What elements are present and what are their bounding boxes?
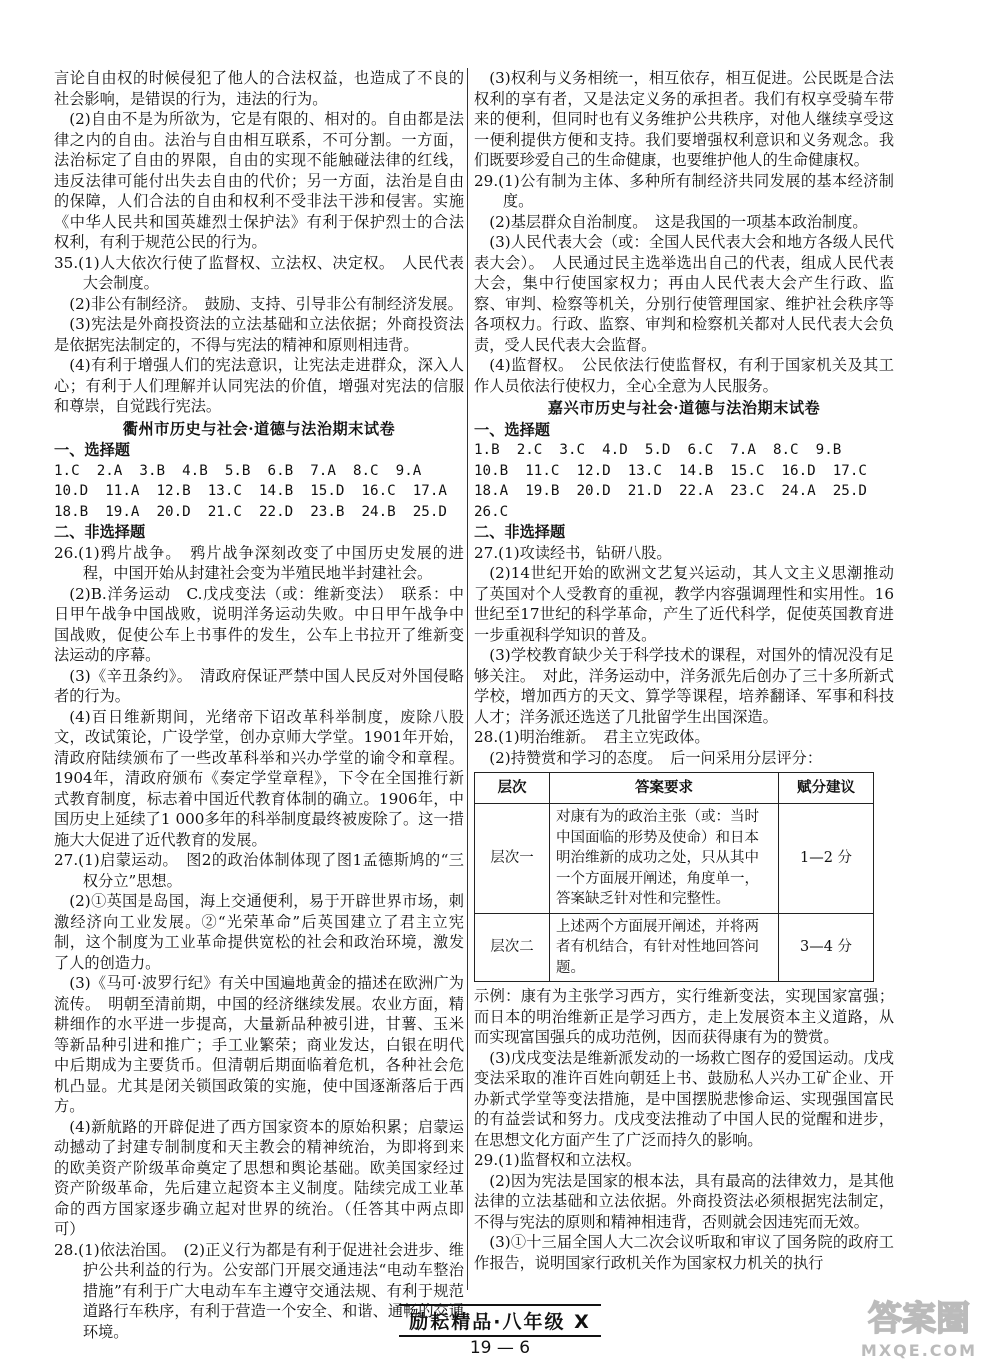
section-heading-nonchoice: 二、非选择题 — [54, 523, 146, 541]
paragraph: (3)宪法是外商投资法的立法基础和立法依据；外商投资法是依据宪法制定的，不得与宪法的精神和原则相违背。 — [54, 315, 464, 354]
section-heading-choice: 一、选择题 — [54, 441, 130, 459]
table-row — [475, 913, 874, 982]
requirement-cell: 上述两个方面展开阐述，并将两者有机结合，有针对性地回答问题。 — [550, 913, 779, 982]
mc-answer-line: 26.C — [474, 503, 509, 520]
answer-paragraph: (4)百日维新期间，光绪帝下诏改革科举制度，废除八股文，改试策论，广设学堂，创办京师大学堂。1901年开始，清政府陆续颁布了一些改革科举和兴办学堂的谕令和章程。1904年，清政府颁布《奏定学堂章程》，下令在全国推行新式教育制度，标志着中国近代教育体制的确立。1906年，中国历史上延续了1 000多年的科举制度最终被废除了。这一措施大大促进了近代教育的发展。 — [54, 707, 464, 849]
paragraph: (3)权利与义务相统一，相互依存，相互促进。公民既是合法权利的享有者，又是法定义务的承担者。我们有权享受骑车带来的便利，但同时也有义务维护公共秩序，对他人继续享受这一便利提供方便和支持。我们要增强权利意识和义务观念。我们既要珍爱自己的生命健康，也要维护他人的生命健康权。 — [474, 69, 894, 169]
table-header-cell: 赋分建议 — [779, 773, 874, 804]
table-header-cell: 答案要求 — [550, 773, 779, 804]
exam-title-jiaxing: 嘉兴市历史与社会·道德与法治期末试卷 — [547, 399, 821, 417]
mc-answer-line: 18.A 19.B 20.D 21.D 22.A 23.C 24.A 25.D — [474, 483, 867, 499]
answer-paragraph: 28.(1)依法治国。 (2)正义行为都是有利于促进社会进步、维护公共利益的行为。公安部门开展交通违法“电动车整治措施”有利于广大电动车车主遵守交通法规、有利于规范道路行车秩序，有利于营造一个安全、和谐、通畅的交通环境。 — [54, 1240, 464, 1341]
mc-answer-line: 10.B 11.C 12.D 13.C 14.B 15.C 16.D 17.C — [474, 462, 867, 479]
answer-paragraph: 26.(1)鸦片战争。 鸦片战争深刻改变了中国历史发展的进程，中国开始从封建社会变为半殖民地半封建社会。 — [54, 543, 464, 582]
answer-paragraph: (2)B.洋务运动 C.戊戌变法（或：维新变法） 联系：中日甲午战争中国战败，说明洋务运动失败。中日甲午战争中国战败，促使公车上书事件的发生，公车上书拉开了维新变法运动的序幕。 — [54, 584, 464, 664]
watermark-text: 答案圈 — [868, 1299, 970, 1339]
level-cell: 层次二 — [475, 913, 550, 982]
score-cell: 3—4 分 — [779, 913, 874, 982]
section-heading-nonchoice: 二、非选择题 — [474, 523, 566, 541]
paragraph: 言论自由权的时候侵犯了他人的合法权益，也造成了不良的社会影响，是错误的行为，违法的行为。 — [54, 69, 464, 108]
mc-answer-line: 1.C 2.A 3.B 4.B 5.B 6.B 7.A 8.C 9.A — [54, 462, 422, 479]
answer-paragraph: (2)①英国是岛国，海上交通便利，易于开辟世界市场，刺激经济向工业发展。②“光荣革命”后英国建立了君主立宪制，这个制度为工业革命提供宽松的社会和政治环境，激发了人的创造力。 — [54, 892, 464, 972]
answer-paragraph: (3)①十三届全国人大二次会议听取和审议了国务院的政府工作报告，说明国家行政机关作为国家权力机关的执行 — [474, 1233, 894, 1272]
answer-paragraph: (2)14世纪开始的欧洲文艺复兴运动，其人文主义思潮推动了英国对个人受教育的重视，教学内容强调理性和实用性。16世纪至17世纪的科学革命，产生了近代科学，促使英国教育进一步重视科学知识的普及。 — [474, 564, 894, 644]
table-row — [475, 804, 874, 914]
answer-paragraph: (3)《辛丑条约》。 清政府保证严禁中国人民反对外国侵略者的行为。 — [54, 666, 464, 705]
table-header-cell: 层次 — [475, 773, 550, 804]
paragraph: (2)非公有制经济。 鼓励、支持、引导非公有制经济发展。 — [69, 294, 463, 313]
paragraph: (4)监督权。 公民依法行使监督权，有利于国家机关及其工作人员依法行使权力，全心全意为人民服务。 — [474, 356, 894, 395]
paragraph: (2)基层群众自治制度。 这是我国的一项基本政治制度。 — [489, 212, 868, 231]
book-brand: 励耘精品·八年级 X — [399, 1304, 600, 1337]
watermark-url: MXQE.COM — [860, 1341, 978, 1360]
answer-paragraph: 示例：康有为主张学习西方，实行维新变法，实现国家富强；而日本的明治维新正是学习西方，走上发展资本主义道路，从而实现富国强兵的成功范例，因而获得康有为的赞赏。 — [474, 987, 894, 1046]
answer-paragraph: (3)学校教育缺少关于科学技术的课程，对国外的情况没有足够关注。 对此，洋务运动中，洋务派先后创办了三十多所新式学校，增加西方的天文、算学等课程，培养翻译、军事和科技人才；洋务派还选送了几批留学生出国深造。 — [474, 646, 894, 726]
answer-paragraph: 27.(1)启蒙运动。 图2的政治体制体现了图1孟德斯鸠的“三权分立”思想。 — [54, 851, 464, 890]
watermark-logo — [844, 1290, 994, 1362]
mc-answer-line: 1.B 2.C 3.C 4.D 5.D 6.C 7.A 8.C 9.B — [474, 442, 842, 458]
paragraph: 35.(1)人大依次行使了监督权、立法权、决定权。 人民代表大会制度。 — [54, 253, 464, 292]
answer-paragraph: 28.(1)明治维新。 君主立宪政体。 — [474, 728, 710, 746]
paragraph: 29.(1)公有制为主体、多种所有制经济共同发展的基本经济制度。 — [474, 171, 894, 210]
score-cell: 1—2 分 — [779, 804, 874, 914]
column-divider — [467, 68, 468, 1290]
table-header-row — [475, 773, 874, 804]
answer-paragraph: (2)因为宪法是国家的根本法，具有最高的法律效力，是其他法律的立法基础和立法依据。外商投资法必须根据宪法制定，不得与宪法的原则和精神相违背，否则就会因违宪而无效。 — [474, 1171, 894, 1231]
mc-answer-line: 18.B 19.A 20.D 21.C 22.D 23.B 24.B 25.D — [54, 503, 447, 520]
answer-paragraph: (3)戊戌变法是维新派发动的一场救亡图存的爱国运动。戊戌变法采取的准许百姓向朝廷上书、鼓励私人兴办工矿企业、开办新式学堂等变法措施，是中国摆脱悲惨命运、实现强国富民的有益尝试和努力。戊戌变法推动了中国人民的觉醒和进步，在思想文化方面产生了广泛而持久的影响。 — [474, 1048, 894, 1149]
answer-paragraph: 27.(1)攻读经书，钻研八股。 — [474, 543, 672, 562]
level-cell: 层次一 — [475, 804, 550, 914]
mc-answer-line: 10.D 11.A 12.B 13.C 14.B 15.D 16.C 17.A — [54, 483, 447, 499]
right-column — [474, 68, 894, 1273]
answer-paragraph: (2)持赞赏和学习的态度。 后一问采用分层评分： — [489, 748, 823, 767]
section-heading-choice: 一、选择题 — [474, 420, 550, 439]
answer-paragraph: (4)新航路的开辟促进了西方国家资本的原始积累；启蒙运动撼动了封建专制制度和天主教会的精神统治，为即将到来的欧美资产阶级革命奠定了思想和舆论基础。欧美国家经过资产阶级革命，先后建立起资本主义制度。陆续完成工业革命的西方国家逐步确立起对世界的统治。（任答其中两点即可） — [54, 1117, 464, 1238]
answer-paragraph: 29.(1)监督权和立法权。 — [474, 1151, 642, 1169]
paragraph: (4)有利于增强人们的宪法意识，让宪法走进群众，深入人心；有利于人们理解并认同宪法的价值，增强对宪法的信服和尊崇，自觉践行宪法。 — [54, 356, 464, 415]
paragraph: (2)自由不是为所欲为，它是有限的、相对的。自由都是法律之内的自由。法治与自由相互联系，不可分割。一方面，法治标定了自由的界限，自由的实现不能触碰法律的红线，违反法律可能付出失去自由的代价；另一方面，法治是自由的保障，人们合法的自由和权利不受非法干涉和侵害。实施《中华人民共和国英雄烈士保护法》有利于保护烈士的合法权利，有利于规范公民的行为。 — [54, 110, 464, 251]
requirement-cell: 对康有为的政治主张（或：当时中国面临的形势及使命）和日本明治维新的成功之处，只从其中一个方面展开阐述，角度单一，答案缺乏针对性和完整性。 — [550, 804, 779, 914]
left-column — [54, 68, 464, 1342]
page-number: 19 — 6 — [469, 1338, 531, 1358]
answer-paragraph: (3)《马可·波罗行纪》有关中国遍地黄金的描述在欧洲广为流传。 明朝至清前期，中国的经济继续发展。农业方面，精耕细作的水平进一步提高，大量新品种被引进，甘薯、玉米等新品种引进和推广；手工业繁荣；商业发达，白银在明代中后期成为主要货币。但清朝后期面临着危机，各种社会危机凸显。尤其是闭关锁国政策的实施，使中国逐渐落后于西方。 — [54, 974, 464, 1115]
scoring-rubric-table — [474, 772, 874, 982]
exam-title-quzhou: 衢州市历史与社会·道德与法治期末试卷 — [122, 419, 396, 438]
paragraph: (3)人民代表大会（或：全国人民代表大会和地方各级人民代表大会）。 人民通过民主选举选出自己的代表，组成人民代表大会，集中行使国家权力；再由人民代表大会产生行政、监察、审判、检察等机关，分别行使管理国家、维护社会秩序等各项权力。行政、监察、审判和检察机关都对人民代表大会负责，受人民代表大会监督。 — [474, 233, 894, 354]
